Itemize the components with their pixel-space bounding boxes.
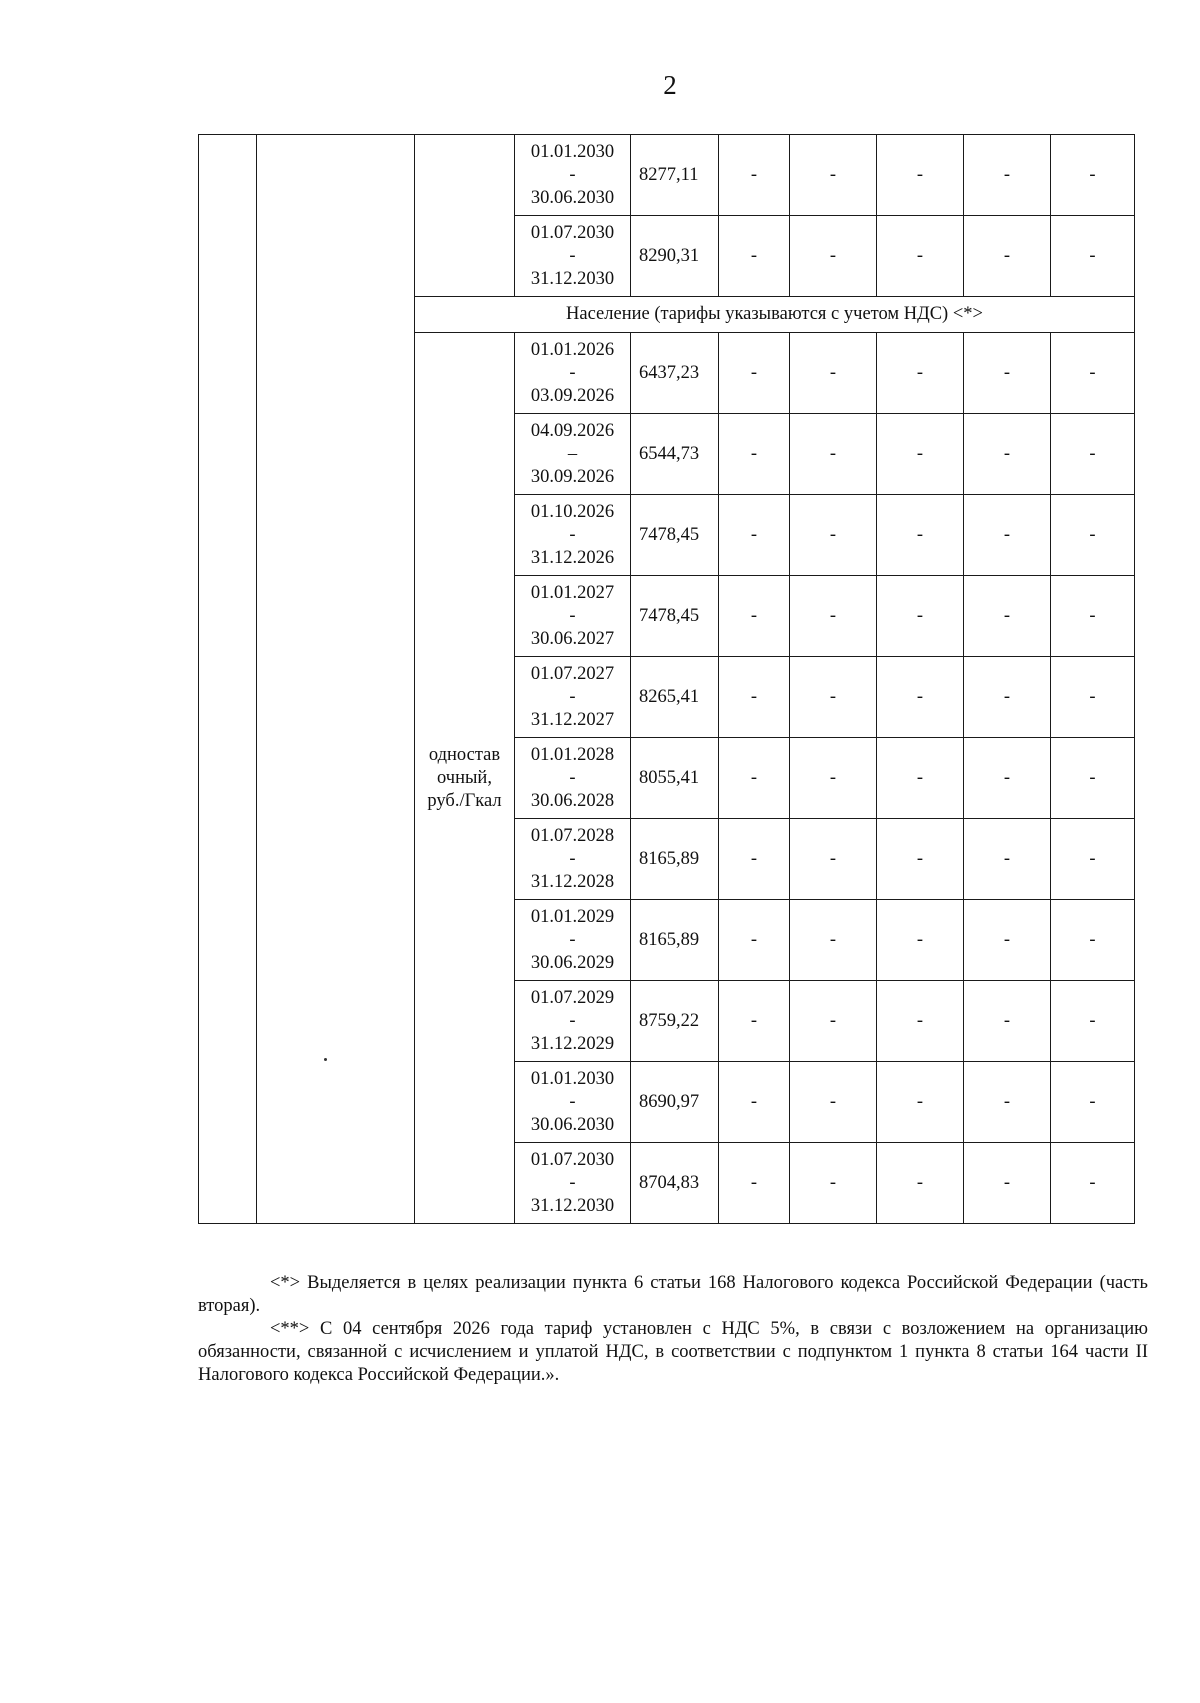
period-end: 31.12.2028 — [530, 871, 615, 892]
empty-dash-cell: - — [719, 216, 790, 297]
empty-dash-cell: - — [1051, 135, 1135, 216]
empty-dash-cell: - — [790, 495, 877, 576]
period-start: 01.10.2026 — [530, 501, 615, 522]
period-start: 01.01.2027 — [530, 582, 615, 603]
empty-dash-cell: - — [964, 819, 1051, 900]
empty-dash-cell: - — [719, 819, 790, 900]
empty-dash-cell: - — [964, 333, 1051, 414]
footnote-vat: <*> Выделяется в целях реализации пункта 6 статьи 168 Налогового кодекса Российской Федерации (часть вторая). — [198, 1273, 1148, 1316]
empty-dash-cell: - — [790, 1143, 877, 1224]
period-start: 01.07.2030 — [530, 222, 615, 243]
tariff-value: 7478,45 — [631, 495, 719, 576]
footnote-vat-5-percent: <**> С 04 сентября 2026 года тариф установлен с НДС 5%, в связи с возложением на организацию обязанности, связанной с исчислением и уплатой НДС, в соответствии с подпунктом 1 пункта 8 статьи 164 части II Налогового кодекса Российской Федерации.». — [198, 1319, 1148, 1385]
empty-dash-cell: - — [790, 414, 877, 495]
period-end: 30.09.2026 — [530, 466, 615, 487]
period-start: 01.07.2029 — [530, 987, 615, 1008]
row-number-cell — [199, 135, 257, 1224]
period-end: 31.12.2030 — [530, 1195, 615, 1216]
table-row — [199, 135, 1135, 216]
empty-dash-cell: - — [719, 657, 790, 738]
empty-dash-cell: - — [877, 1143, 964, 1224]
period-end: 31.12.2030 — [530, 268, 615, 289]
tariff-value: 8165,89 — [631, 819, 719, 900]
empty-dash-cell: - — [1051, 981, 1135, 1062]
empty-dash-cell: - — [1051, 333, 1135, 414]
empty-dash-cell: - — [790, 657, 877, 738]
period-cell — [515, 216, 631, 297]
empty-dash-cell: - — [1051, 738, 1135, 819]
empty-dash-cell: - — [719, 414, 790, 495]
period-start: 01.07.2030 — [530, 1149, 615, 1170]
period-separator: - — [569, 245, 576, 266]
empty-dash-cell: - — [719, 900, 790, 981]
period-cell — [515, 333, 631, 414]
empty-dash-cell: - — [877, 819, 964, 900]
empty-dash-cell: - — [964, 1062, 1051, 1143]
period-start: 01.01.2029 — [530, 906, 615, 927]
period-separator: – — [567, 443, 578, 464]
empty-dash-cell: - — [719, 495, 790, 576]
empty-dash-cell: - — [964, 1143, 1051, 1224]
period-end: 30.06.2027 — [530, 628, 615, 649]
period-start: 01.01.2028 — [530, 744, 615, 765]
empty-dash-cell: - — [1051, 576, 1135, 657]
period-start: 01.07.2027 — [530, 663, 615, 684]
empty-dash-cell: - — [719, 576, 790, 657]
period-end: 03.09.2026 — [530, 385, 615, 406]
period-end: 31.12.2026 — [530, 547, 615, 568]
period-start: 01.01.2026 — [530, 339, 615, 360]
period-separator: - — [569, 605, 576, 626]
tariff-value: 7478,45 — [631, 576, 719, 657]
period-separator: - — [569, 524, 576, 545]
scan-speck — [324, 1058, 327, 1061]
period-cell — [515, 495, 631, 576]
tariff-unit-line: руб./Гкал — [427, 790, 502, 811]
empty-dash-cell: - — [877, 738, 964, 819]
empty-dash-cell: - — [964, 738, 1051, 819]
footnotes — [198, 1272, 1148, 1387]
period-start: 01.01.2030 — [530, 1068, 615, 1089]
period-cell — [515, 576, 631, 657]
empty-dash-cell: - — [790, 819, 877, 900]
tariff-value: 8165,89 — [631, 900, 719, 981]
tariff-table — [198, 134, 1135, 1224]
period-start: 01.01.2030 — [530, 141, 615, 162]
period-separator: - — [569, 1091, 576, 1112]
empty-dash-cell: - — [964, 216, 1051, 297]
empty-dash-cell: - — [1051, 1143, 1135, 1224]
empty-dash-cell: - — [790, 333, 877, 414]
period-end: 30.06.2028 — [530, 790, 615, 811]
period-cell — [515, 738, 631, 819]
empty-dash-cell: - — [719, 738, 790, 819]
section-header: Население (тарифы указываются с учетом НДС) <*> — [415, 297, 1135, 333]
tariff-value: 6437,23 — [631, 333, 719, 414]
period-end: 30.06.2030 — [530, 1114, 615, 1135]
period-cell — [515, 414, 631, 495]
empty-dash-cell: - — [1051, 414, 1135, 495]
period-end: 30.06.2030 — [530, 187, 615, 208]
period-separator: - — [569, 848, 576, 869]
empty-dash-cell: - — [964, 414, 1051, 495]
empty-dash-cell: - — [1051, 216, 1135, 297]
period-separator: - — [569, 686, 576, 707]
empty-dash-cell: - — [1051, 657, 1135, 738]
period-separator: - — [569, 1010, 576, 1031]
empty-dash-cell: - — [790, 900, 877, 981]
empty-dash-cell: - — [877, 657, 964, 738]
empty-dash-cell: - — [877, 216, 964, 297]
empty-dash-cell: - — [877, 414, 964, 495]
tariff-value: 8055,41 — [631, 738, 719, 819]
period-separator: - — [569, 767, 576, 788]
empty-dash-cell: - — [964, 576, 1051, 657]
tariff-unit-cell — [415, 333, 515, 1224]
empty-dash-cell: - — [719, 333, 790, 414]
period-cell — [515, 1062, 631, 1143]
empty-dash-cell: - — [877, 495, 964, 576]
period-cell — [515, 819, 631, 900]
period-end: 31.12.2029 — [530, 1033, 615, 1054]
empty-dash-cell: - — [964, 495, 1051, 576]
period-cell — [515, 1143, 631, 1224]
empty-dash-cell: - — [964, 657, 1051, 738]
organization-cell — [257, 135, 415, 1224]
tariff-unit-line: одностав — [428, 744, 501, 765]
empty-dash-cell: - — [719, 135, 790, 216]
empty-dash-cell: - — [790, 738, 877, 819]
empty-dash-cell: - — [877, 135, 964, 216]
empty-dash-cell: - — [964, 981, 1051, 1062]
empty-dash-cell: - — [877, 1062, 964, 1143]
period-separator: - — [569, 929, 576, 950]
empty-dash-cell: - — [964, 900, 1051, 981]
page-number: 2 — [663, 70, 677, 100]
empty-dash-cell: - — [1051, 1062, 1135, 1143]
tariff-value: 8290,31 — [631, 216, 719, 297]
period-cell — [515, 657, 631, 738]
tariff-unit-line: очный, — [437, 767, 492, 788]
empty-dash-cell: - — [1051, 495, 1135, 576]
empty-dash-cell: - — [877, 333, 964, 414]
empty-dash-cell: - — [790, 135, 877, 216]
tariff-value: 8265,41 — [631, 657, 719, 738]
period-cell — [515, 900, 631, 981]
tariff-value: 8759,22 — [631, 981, 719, 1062]
period-cell — [515, 135, 631, 216]
empty-dash-cell: - — [790, 1062, 877, 1143]
empty-dash-cell: - — [790, 216, 877, 297]
period-separator: - — [569, 1172, 576, 1193]
empty-dash-cell: - — [719, 981, 790, 1062]
empty-dash-cell: - — [877, 981, 964, 1062]
period-separator: - — [569, 362, 576, 383]
tariff-value: 8277,11 — [631, 135, 719, 216]
empty-dash-cell: - — [877, 576, 964, 657]
empty-dash-cell: - — [719, 1062, 790, 1143]
period-end: 30.06.2029 — [530, 952, 615, 973]
tariff-value: 8704,83 — [631, 1143, 719, 1224]
empty-dash-cell: - — [790, 576, 877, 657]
empty-dash-cell: - — [1051, 819, 1135, 900]
period-separator: - — [569, 164, 576, 185]
tariff-table-body — [199, 135, 1135, 1224]
tariff-value: 6544,73 — [631, 414, 719, 495]
period-start: 01.07.2028 — [530, 825, 615, 846]
tariff-type-cell — [415, 135, 515, 297]
empty-dash-cell: - — [964, 135, 1051, 216]
empty-dash-cell: - — [719, 1143, 790, 1224]
period-start: 04.09.2026 — [530, 420, 615, 441]
tariff-value: 8690,97 — [631, 1062, 719, 1143]
period-cell — [515, 981, 631, 1062]
period-end: 31.12.2027 — [530, 709, 615, 730]
empty-dash-cell: - — [877, 900, 964, 981]
empty-dash-cell: - — [1051, 900, 1135, 981]
empty-dash-cell: - — [790, 981, 877, 1062]
